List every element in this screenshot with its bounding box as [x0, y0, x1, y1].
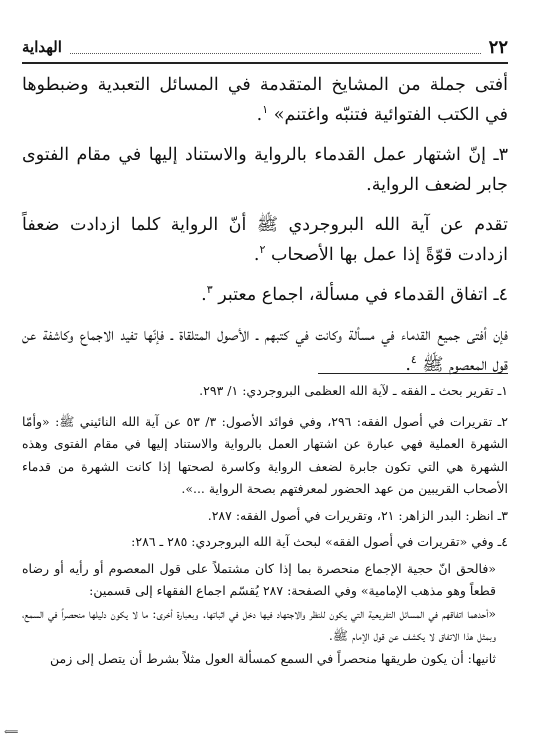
footnote: ٣ـ انظر: البدر الزاهر: ٢١، وتقريرات في أصول الفقه: ٢٨٧. — [207, 507, 508, 523]
paragraph: ٣ـ إنّ اشتهار عمل القدماء بالرواية والاستناد إليها في مقام الفتوى جابر لضعف الرواية. — [22, 145, 508, 195]
paragraph-text: أفتى جملة من المشايخ المتقدمة في المسائل التعبدية وضبطوها في الكتب الفتوائية فتنبّه واغتنم» — [22, 75, 508, 125]
paragraph-text: ٤ـ اتفاق القدماء في مسألة، اجماع معتبر — [218, 285, 508, 305]
footnote: ٤ـ وفي «تقريرات في أصول الفقه» لبحث آية الله البروجردي: ٢٨٥ ـ ٢٨٦: — [131, 534, 508, 549]
header-dotted-leader — [70, 41, 481, 54]
main-text — [22, 70, 508, 390]
footnote: ١ـ تقرير بحث ـ الفقه ـ لآية الله العظمى البروجردي: ١/ ٢٩٣. — [199, 383, 508, 398]
footnotes — [22, 380, 508, 670]
paragraph: أفتى جملة من المشايخ المتقدمة في المسائل التعبدية وضبطوها في الكتب الفتوائية فتنبّه واغتنم» $^١$. — [22, 75, 508, 125]
footnote-quote: ثانيها: أن يكون طريقها منحصراً في السمع كمسألة العول مثلاً بشرط أن يتصل إلى زمن — [50, 650, 496, 666]
book-page — [22, 0, 508, 754]
page-number: ٢٢ — [488, 36, 508, 58]
footnote-ref[interactable]: ٤ — [410, 353, 417, 367]
paragraph-text: فإن أفتى جميع القدماء في مسألة وكانت في كتبهم ـ الأصول المتلقاة ـ فإنّها تفيد الاجماع وكاشفة عن قول المعصوم ﷺ — [22, 325, 508, 375]
paragraph: تقدم عن آية الله البروجردي ﷺ أنّ الرواية كلما ازدادت ضعفاً ازدادت قوّةً إذا عمل بها الأصحاب $^٢$. — [22, 215, 508, 265]
footnote-ref[interactable]: ٢ — [259, 243, 266, 257]
paragraph-text: تقدم عن آية الله البروجردي ﷺ أنّ الرواية كلما ازدادت ضعفاً ازدادت قوّةً إذا عمل بها الأصحاب — [22, 215, 508, 265]
footnote-quote: «أحدهما اتفاقهم في المسائل التفريعية التي يكون للنظر والاجتهاد فيها دخل في اثباتها. وبعبارة أخرى: ما لا يكون دليلها منحصراً في السمع، وبمثل هذا الاتفاق لا يكشف عن قول الإمام ﷺ. — [22, 605, 496, 643]
footnote: ٢ـ تقريرات في أصول الفقه: ٢٩٦، وفي فوائد الأصول: ٣/ ٥٣ عن آية الله النائيني ﷺ: «وأمّا الشهرة العملية فهي عبارة عن اشتهار العمل بالرواية والاستناد إليها في مقام الفتوى وهذه الشهرة هي التي تكون جابرة لضعف الرواية وكاسرة لصحتها إذا كانت الشهرة من قدماء الأصحاب القريبين من عهد الحضور لمعرفتهم بصحة الرواية ...». — [22, 413, 508, 496]
continuation-arrow-icon: ⟸ — [4, 727, 19, 738]
paragraph: ٤ـ اتفاق القدماء في مسألة، اجماع معتبر $^٣$. — [201, 283, 508, 305]
paragraph: فإن أفتى جميع القدماء في مسألة وكانت في كتبهم ـ الأصول المتلقاة ـ فإنّها تفيد الاجماع وكاشفة عن قول المعصوم ﷺ $^٤$. — [22, 325, 508, 375]
footnote-divider — [318, 373, 508, 374]
running-title: الهداية — [22, 38, 62, 56]
footnote-quote: «فالحق انّ حجية الإجماع منحصرة بما إذا كان مشتملاً على قول المعصوم أو رأيه أو رضاه قطعاً وهو مذهب الإمامية» وفي الصفحة: ٢٨٧ يُقسّم اجماع الفقهاء إلى قسمين: — [22, 560, 496, 598]
footnote-ref[interactable]: ٣ — [206, 283, 213, 297]
footnote-ref[interactable]: ١ — [262, 103, 269, 117]
running-header — [22, 32, 508, 64]
